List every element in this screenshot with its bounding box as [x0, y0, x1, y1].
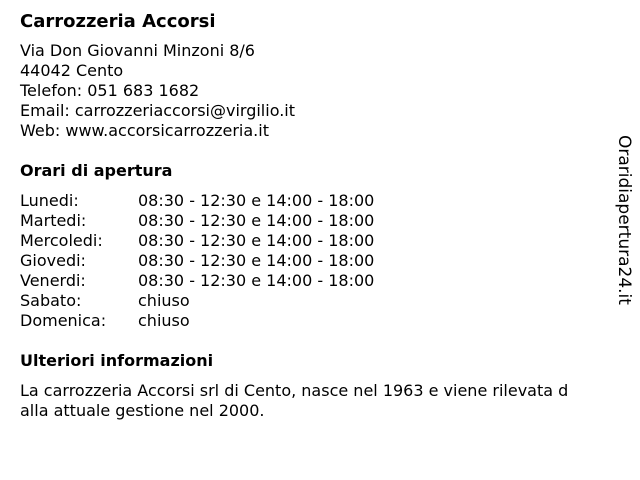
hours-day: Venerdi:	[20, 271, 86, 290]
hours-day: Mercoledi:	[20, 231, 103, 250]
hours-time: 08:30 - 12:30 e 14:00 - 18:00	[138, 191, 375, 210]
hours-time: 08:30 - 12:30 e 14:00 - 18:00	[138, 231, 375, 250]
hours-row-wednesday	[20, 231, 620, 251]
hours-row-saturday	[20, 291, 620, 311]
hours-time: 08:30 - 12:30 e 14:00 - 18:00	[138, 271, 375, 290]
hours-day: Sabato:	[20, 291, 82, 310]
more-info-line-2: alla attuale gestione nel 2000.	[20, 401, 265, 420]
more-info-heading: Ulteriori informazioni	[20, 351, 214, 370]
hours-day: Martedi:	[20, 211, 87, 230]
hours-day: Giovedi:	[20, 251, 86, 270]
hours-day: Domenica:	[20, 311, 107, 330]
hours-row-monday	[20, 191, 620, 211]
address-street: Via Don Giovanni Minzoni 8/6	[20, 41, 255, 60]
hours-day: Lunedi:	[20, 191, 79, 210]
hours-row-tuesday	[20, 211, 620, 231]
hours-time: chiuso	[138, 311, 190, 330]
hours-row-sunday	[20, 311, 620, 331]
business-card	[20, 9, 620, 421]
address-city: 44042 Cento	[20, 61, 124, 80]
email-address: Email: carrozzeriaccorsi@virgilio.it	[20, 101, 296, 120]
site-brand-vertical: Oraridiapertura24.it	[614, 135, 634, 305]
more-info-line-1: La carrozzeria Accorsi srl di Cento, nasce nel 1963 e viene rilevata d	[20, 381, 569, 400]
opening-hours-heading: Orari di apertura	[20, 161, 173, 180]
website-address: Web: www.accorsicarrozzeria.it	[20, 121, 269, 140]
hours-row-friday	[20, 271, 620, 291]
hours-time: 08:30 - 12:30 e 14:00 - 18:00	[138, 211, 375, 230]
hours-time: chiuso	[138, 291, 190, 310]
hours-row-thursday	[20, 251, 620, 271]
business-name: Carrozzeria Accorsi	[20, 11, 216, 32]
phone-number: Telefon: 051 683 1682	[20, 81, 200, 100]
hours-time: 08:30 - 12:30 e 14:00 - 18:00	[138, 251, 375, 270]
opening-hours-list	[20, 191, 620, 331]
